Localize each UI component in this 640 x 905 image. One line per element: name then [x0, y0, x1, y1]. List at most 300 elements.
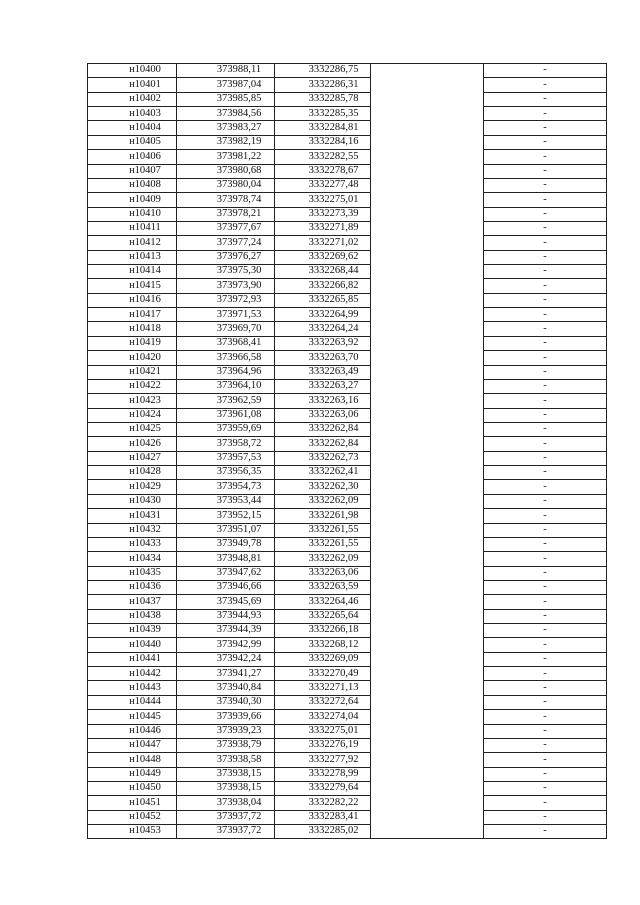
blank-cell [371, 92, 484, 106]
dash-cell: - [484, 638, 607, 652]
x-coordinate-cell: 373968,41 [177, 336, 275, 350]
point-id-cell: н10414 [88, 265, 177, 279]
x-coordinate-cell: 373988,11 [177, 64, 275, 78]
blank-cell [371, 595, 484, 609]
table-row [88, 150, 607, 164]
table-row [88, 293, 607, 307]
dash-cell: - [484, 293, 607, 307]
blank-cell [371, 451, 484, 465]
x-coordinate-cell: 373939,66 [177, 710, 275, 724]
table-row [88, 738, 607, 752]
table-row [88, 394, 607, 408]
blank-cell [371, 580, 484, 594]
y-coordinate-cell: 3332283,41 [275, 810, 371, 824]
point-id-cell: н10449 [88, 767, 177, 781]
dash-cell: - [484, 667, 607, 681]
x-coordinate-cell: 373980,68 [177, 164, 275, 178]
y-coordinate-cell: 3332265,64 [275, 609, 371, 623]
dash-cell: - [484, 78, 607, 92]
blank-cell [371, 738, 484, 752]
y-coordinate-cell: 3332263,92 [275, 336, 371, 350]
blank-cell [371, 78, 484, 92]
blank-cell [371, 710, 484, 724]
blank-cell [371, 193, 484, 207]
coordinates-table [87, 63, 607, 839]
point-id-cell: н10426 [88, 437, 177, 451]
point-id-cell: н10440 [88, 638, 177, 652]
y-coordinate-cell: 3332282,55 [275, 150, 371, 164]
blank-cell [371, 767, 484, 781]
x-coordinate-cell: 373985,85 [177, 92, 275, 106]
y-coordinate-cell: 3332264,24 [275, 322, 371, 336]
point-id-cell: н10416 [88, 293, 177, 307]
table-row [88, 351, 607, 365]
table-row [88, 580, 607, 594]
y-coordinate-cell: 3332266,18 [275, 624, 371, 638]
point-id-cell: н10451 [88, 796, 177, 810]
y-coordinate-cell: 3332271,02 [275, 236, 371, 250]
point-id-cell: н10446 [88, 724, 177, 738]
dash-cell: - [484, 810, 607, 824]
blank-cell [371, 308, 484, 322]
table-row [88, 552, 607, 566]
dash-cell: - [484, 796, 607, 810]
dash-cell: - [484, 336, 607, 350]
point-id-cell: н10434 [88, 552, 177, 566]
y-coordinate-cell: 3332284,16 [275, 135, 371, 149]
y-coordinate-cell: 3332273,39 [275, 207, 371, 221]
blank-cell [371, 394, 484, 408]
point-id-cell: н10401 [88, 78, 177, 92]
point-id-cell: н10420 [88, 351, 177, 365]
y-coordinate-cell: 3332268,12 [275, 638, 371, 652]
x-coordinate-cell: 373983,27 [177, 121, 275, 135]
dash-cell: - [484, 738, 607, 752]
y-coordinate-cell: 3332261,55 [275, 537, 371, 551]
dash-cell: - [484, 150, 607, 164]
point-id-cell: н10405 [88, 135, 177, 149]
table-row [88, 365, 607, 379]
y-coordinate-cell: 3332263,70 [275, 351, 371, 365]
point-id-cell: н10439 [88, 624, 177, 638]
table-row [88, 135, 607, 149]
x-coordinate-cell: 373966,58 [177, 351, 275, 365]
y-coordinate-cell: 3332264,99 [275, 308, 371, 322]
y-coordinate-cell: 3332286,75 [275, 64, 371, 78]
y-coordinate-cell: 3332285,35 [275, 107, 371, 121]
x-coordinate-cell: 373972,93 [177, 293, 275, 307]
x-coordinate-cell: 373939,23 [177, 724, 275, 738]
blank-cell [371, 336, 484, 350]
table-row [88, 695, 607, 709]
x-coordinate-cell: 373964,10 [177, 379, 275, 393]
blank-cell [371, 178, 484, 192]
x-coordinate-cell: 373937,72 [177, 810, 275, 824]
table-row [88, 667, 607, 681]
y-coordinate-cell: 3332262,84 [275, 422, 371, 436]
y-coordinate-cell: 3332269,62 [275, 250, 371, 264]
y-coordinate-cell: 3332262,73 [275, 451, 371, 465]
table-row [88, 810, 607, 824]
blank-cell [371, 552, 484, 566]
x-coordinate-cell: 373956,35 [177, 466, 275, 480]
table-row [88, 265, 607, 279]
point-id-cell: н10441 [88, 652, 177, 666]
table-row [88, 422, 607, 436]
dash-cell: - [484, 107, 607, 121]
dash-cell: - [484, 394, 607, 408]
point-id-cell: н10410 [88, 207, 177, 221]
table-row [88, 437, 607, 451]
blank-cell [371, 695, 484, 709]
x-coordinate-cell: 373957,53 [177, 451, 275, 465]
table-row [88, 681, 607, 695]
point-id-cell: н10417 [88, 308, 177, 322]
y-coordinate-cell: 3332263,06 [275, 408, 371, 422]
table-row [88, 193, 607, 207]
dash-cell: - [484, 422, 607, 436]
x-coordinate-cell: 373938,15 [177, 781, 275, 795]
dash-cell: - [484, 365, 607, 379]
x-coordinate-cell: 373945,69 [177, 595, 275, 609]
point-id-cell: н10403 [88, 107, 177, 121]
dash-cell: - [484, 121, 607, 135]
y-coordinate-cell: 3332279,64 [275, 781, 371, 795]
table-row [88, 595, 607, 609]
blank-cell [371, 236, 484, 250]
y-coordinate-cell: 3332262,09 [275, 552, 371, 566]
point-id-cell: н10432 [88, 523, 177, 537]
y-coordinate-cell: 3332274,04 [275, 710, 371, 724]
x-coordinate-cell: 373975,30 [177, 265, 275, 279]
dash-cell: - [484, 580, 607, 594]
blank-cell [371, 781, 484, 795]
blank-cell [371, 365, 484, 379]
blank-cell [371, 724, 484, 738]
y-coordinate-cell: 3332263,49 [275, 365, 371, 379]
table-row [88, 724, 607, 738]
x-coordinate-cell: 373962,59 [177, 394, 275, 408]
blank-cell [371, 523, 484, 537]
table-row [88, 466, 607, 480]
dash-cell: - [484, 221, 607, 235]
point-id-cell: н10421 [88, 365, 177, 379]
blank-cell [371, 422, 484, 436]
blank-cell [371, 681, 484, 695]
x-coordinate-cell: 373942,24 [177, 652, 275, 666]
point-id-cell: н10430 [88, 494, 177, 508]
table-row [88, 78, 607, 92]
blank-cell [371, 164, 484, 178]
y-coordinate-cell: 3332263,27 [275, 379, 371, 393]
point-id-cell: н10409 [88, 193, 177, 207]
blank-cell [371, 207, 484, 221]
table-row [88, 250, 607, 264]
x-coordinate-cell: 373942,99 [177, 638, 275, 652]
x-coordinate-cell: 373947,62 [177, 566, 275, 580]
dash-cell: - [484, 379, 607, 393]
y-coordinate-cell: 3332261,98 [275, 509, 371, 523]
x-coordinate-cell: 373981,22 [177, 150, 275, 164]
dash-cell: - [484, 437, 607, 451]
x-coordinate-cell: 373982,19 [177, 135, 275, 149]
point-id-cell: н10411 [88, 221, 177, 235]
point-id-cell: н10444 [88, 695, 177, 709]
x-coordinate-cell: 373944,39 [177, 624, 275, 638]
x-coordinate-cell: 373946,66 [177, 580, 275, 594]
blank-cell [371, 753, 484, 767]
dash-cell: - [484, 710, 607, 724]
blank-cell [371, 107, 484, 121]
blank-cell [371, 466, 484, 480]
table-row [88, 221, 607, 235]
point-id-cell: н10400 [88, 64, 177, 78]
x-coordinate-cell: 373940,84 [177, 681, 275, 695]
x-coordinate-cell: 373987,04 [177, 78, 275, 92]
dash-cell: - [484, 64, 607, 78]
dash-cell: - [484, 451, 607, 465]
point-id-cell: н10453 [88, 825, 177, 839]
point-id-cell: н10428 [88, 466, 177, 480]
dash-cell: - [484, 92, 607, 106]
table-row [88, 207, 607, 221]
y-coordinate-cell: 3332269,09 [275, 652, 371, 666]
x-coordinate-cell: 373978,21 [177, 207, 275, 221]
dash-cell: - [484, 523, 607, 537]
y-coordinate-cell: 3332278,99 [275, 767, 371, 781]
point-id-cell: н10406 [88, 150, 177, 164]
table-row [88, 753, 607, 767]
dash-cell: - [484, 767, 607, 781]
point-id-cell: н10413 [88, 250, 177, 264]
table-row [88, 64, 607, 78]
blank-cell [371, 250, 484, 264]
blank-cell [371, 135, 484, 149]
y-coordinate-cell: 3332263,16 [275, 394, 371, 408]
blank-cell [371, 537, 484, 551]
y-coordinate-cell: 3332264,46 [275, 595, 371, 609]
y-coordinate-cell: 3332262,84 [275, 437, 371, 451]
point-id-cell: н10404 [88, 121, 177, 135]
blank-cell [371, 667, 484, 681]
blank-cell [371, 221, 484, 235]
blank-cell [371, 652, 484, 666]
coordinates-table-body [88, 64, 607, 839]
point-id-cell: н10431 [88, 509, 177, 523]
point-id-cell: н10442 [88, 667, 177, 681]
blank-cell [371, 624, 484, 638]
point-id-cell: н10452 [88, 810, 177, 824]
dash-cell: - [484, 265, 607, 279]
table-row [88, 236, 607, 250]
dash-cell: - [484, 279, 607, 293]
y-coordinate-cell: 3332286,31 [275, 78, 371, 92]
table-row [88, 509, 607, 523]
table-row [88, 107, 607, 121]
point-id-cell: н10447 [88, 738, 177, 752]
x-coordinate-cell: 373971,53 [177, 308, 275, 322]
dash-cell: - [484, 351, 607, 365]
blank-cell [371, 64, 484, 78]
dash-cell: - [484, 509, 607, 523]
x-coordinate-cell: 373961,08 [177, 408, 275, 422]
dash-cell: - [484, 494, 607, 508]
table-row [88, 480, 607, 494]
y-coordinate-cell: 3332275,01 [275, 724, 371, 738]
x-coordinate-cell: 373949,78 [177, 537, 275, 551]
y-coordinate-cell: 3332266,82 [275, 279, 371, 293]
x-coordinate-cell: 373938,15 [177, 767, 275, 781]
x-coordinate-cell: 373978,74 [177, 193, 275, 207]
table-row [88, 494, 607, 508]
point-id-cell: н10402 [88, 92, 177, 106]
point-id-cell: н10433 [88, 537, 177, 551]
dash-cell: - [484, 537, 607, 551]
point-id-cell: н10408 [88, 178, 177, 192]
x-coordinate-cell: 373954,73 [177, 480, 275, 494]
y-coordinate-cell: 3332265,85 [275, 293, 371, 307]
dash-cell: - [484, 178, 607, 192]
dash-cell: - [484, 781, 607, 795]
table-row [88, 638, 607, 652]
y-coordinate-cell: 3332262,09 [275, 494, 371, 508]
dash-cell: - [484, 308, 607, 322]
x-coordinate-cell: 373980,04 [177, 178, 275, 192]
y-coordinate-cell: 3332270,49 [275, 667, 371, 681]
point-id-cell: н10415 [88, 279, 177, 293]
x-coordinate-cell: 373959,69 [177, 422, 275, 436]
y-coordinate-cell: 3332262,30 [275, 480, 371, 494]
point-id-cell: н10427 [88, 451, 177, 465]
point-id-cell: н10407 [88, 164, 177, 178]
dash-cell: - [484, 652, 607, 666]
blank-cell [371, 480, 484, 494]
x-coordinate-cell: 373977,67 [177, 221, 275, 235]
table-row [88, 566, 607, 580]
dash-cell: - [484, 408, 607, 422]
table-row [88, 523, 607, 537]
y-coordinate-cell: 3332278,67 [275, 164, 371, 178]
blank-cell [371, 379, 484, 393]
x-coordinate-cell: 373951,07 [177, 523, 275, 537]
y-coordinate-cell: 3332268,44 [275, 265, 371, 279]
blank-cell [371, 509, 484, 523]
table-row [88, 781, 607, 795]
x-coordinate-cell: 373938,58 [177, 753, 275, 767]
point-id-cell: н10448 [88, 753, 177, 767]
x-coordinate-cell: 373938,04 [177, 796, 275, 810]
table-row [88, 796, 607, 810]
y-coordinate-cell: 3332276,19 [275, 738, 371, 752]
point-id-cell: н10435 [88, 566, 177, 580]
dash-cell: - [484, 595, 607, 609]
dash-cell: - [484, 322, 607, 336]
dash-cell: - [484, 193, 607, 207]
x-coordinate-cell: 373941,27 [177, 667, 275, 681]
x-coordinate-cell: 373976,27 [177, 250, 275, 264]
table-row [88, 767, 607, 781]
dash-cell: - [484, 609, 607, 623]
table-row [88, 279, 607, 293]
table-row [88, 164, 607, 178]
point-id-cell: н10412 [88, 236, 177, 250]
x-coordinate-cell: 373969,70 [177, 322, 275, 336]
table-row [88, 408, 607, 422]
y-coordinate-cell: 3332271,13 [275, 681, 371, 695]
blank-cell [371, 609, 484, 623]
blank-cell [371, 279, 484, 293]
dash-cell: - [484, 207, 607, 221]
blank-cell [371, 810, 484, 824]
table-row [88, 121, 607, 135]
blank-cell [371, 408, 484, 422]
table-row [88, 336, 607, 350]
dash-cell: - [484, 825, 607, 839]
point-id-cell: н10436 [88, 580, 177, 594]
dash-cell: - [484, 624, 607, 638]
y-coordinate-cell: 3332263,59 [275, 580, 371, 594]
blank-cell [371, 825, 484, 839]
dash-cell: - [484, 236, 607, 250]
table-row [88, 92, 607, 106]
blank-cell [371, 150, 484, 164]
x-coordinate-cell: 373977,24 [177, 236, 275, 250]
point-id-cell: н10445 [88, 710, 177, 724]
x-coordinate-cell: 373973,90 [177, 279, 275, 293]
point-id-cell: н10424 [88, 408, 177, 422]
point-id-cell: н10418 [88, 322, 177, 336]
y-coordinate-cell: 3332271,89 [275, 221, 371, 235]
y-coordinate-cell: 3332275,01 [275, 193, 371, 207]
point-id-cell: н10437 [88, 595, 177, 609]
table-row [88, 825, 607, 839]
dash-cell: - [484, 724, 607, 738]
table-row [88, 379, 607, 393]
point-id-cell: н10438 [88, 609, 177, 623]
point-id-cell: н10419 [88, 336, 177, 350]
blank-cell [371, 351, 484, 365]
x-coordinate-cell: 373984,56 [177, 107, 275, 121]
x-coordinate-cell: 373948,81 [177, 552, 275, 566]
x-coordinate-cell: 373952,15 [177, 509, 275, 523]
y-coordinate-cell: 3332262,41 [275, 466, 371, 480]
dash-cell: - [484, 480, 607, 494]
table-row [88, 322, 607, 336]
point-id-cell: н10429 [88, 480, 177, 494]
dash-cell: - [484, 466, 607, 480]
table-row [88, 609, 607, 623]
dash-cell: - [484, 135, 607, 149]
y-coordinate-cell: 3332261,55 [275, 523, 371, 537]
dash-cell: - [484, 681, 607, 695]
dash-cell: - [484, 566, 607, 580]
x-coordinate-cell: 373958,72 [177, 437, 275, 451]
point-id-cell: н10422 [88, 379, 177, 393]
blank-cell [371, 796, 484, 810]
y-coordinate-cell: 3332285,78 [275, 92, 371, 106]
dash-cell: - [484, 753, 607, 767]
y-coordinate-cell: 3332263,06 [275, 566, 371, 580]
blank-cell [371, 437, 484, 451]
table-row [88, 624, 607, 638]
table-row [88, 537, 607, 551]
x-coordinate-cell: 373953,44 [177, 494, 275, 508]
y-coordinate-cell: 3332282,22 [275, 796, 371, 810]
dash-cell: - [484, 164, 607, 178]
table-row [88, 308, 607, 322]
blank-cell [371, 638, 484, 652]
blank-cell [371, 322, 484, 336]
